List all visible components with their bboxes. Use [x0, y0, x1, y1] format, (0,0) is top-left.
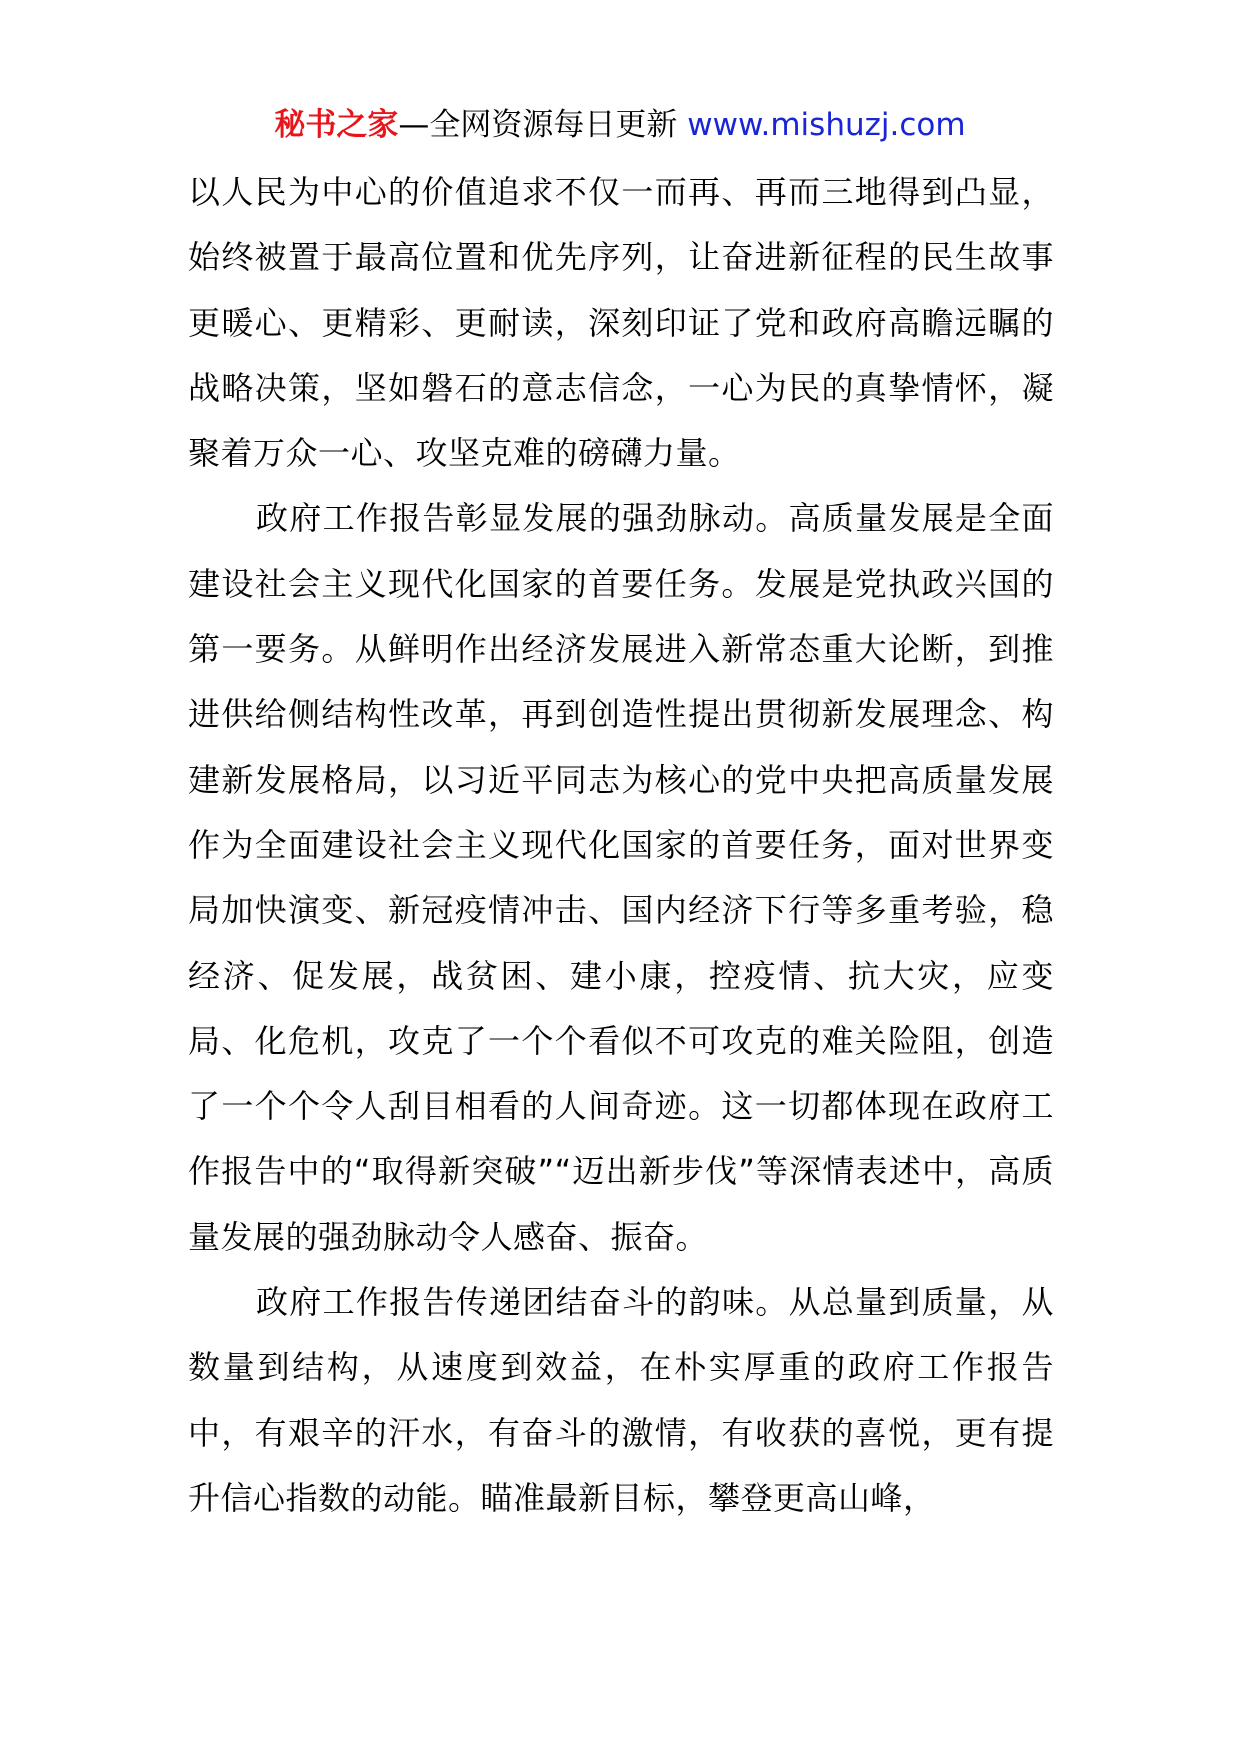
paragraph-unity: 政府工作报告传递团结奋斗的韵味。从总量到质量，从数量到结构，从速度到效益，在朴实厚重的政府工作报告中，有艰辛的汗水，有奋斗的激情，有收获的喜悦，更有提升信心指数的动能。瞄准最新目标，攀登更高山峰， — [188, 1283, 1054, 1517]
document-body — [188, 160, 1054, 1531]
site-slogan: —全网资源每日更新 — [398, 107, 688, 143]
site-url: www.mishuzj.com — [687, 107, 966, 143]
site-brand: 秘书之家 — [274, 107, 399, 143]
watermark-header — [0, 98, 1240, 152]
paragraph-continued: 以人民为中心的价值追求不仅一而再、再而三地得到凸显，始终被置于最高位置和优先序列，让奋进新征程的民生故事更暖心、更精彩、更耐读，深刻印证了党和政府高瞻远瞩的战略决策，坚如磐石的意志信念，一心为民的真挚情怀，凝聚着万众一心、攻坚克难的磅礴力量。 — [188, 173, 1054, 473]
paragraph-development: 政府工作报告彰显发展的强劲脉动。高质量发展是全面建设社会主义现代化国家的首要任务。发展是党执政兴国的第一要务。从鲜明作出经济发展进入新常态重大论断，到推进供给侧结构性改革，再到创造性提出贯彻新发展理念、构建新发展格局，以习近平同志为核心的党中央把高质量发展作为全面建设社会主义现代化国家的首要任务，面对世界变局加快演变、新冠疫情冲击、国内经济下行等多重考验，稳经济、促发展，战贫困、建小康，控疫情、抗大灾，应变局、化危机，攻克了一个个看似不可攻克的难关险阻，创造了一个个令人刮目相看的人间奇迹。这一切都体现在政府工作报告中的“取得新突破”“迈出新步伐”等深情表述中，高质量发展的强劲脉动令人感奋、振奋。 — [188, 499, 1054, 1256]
